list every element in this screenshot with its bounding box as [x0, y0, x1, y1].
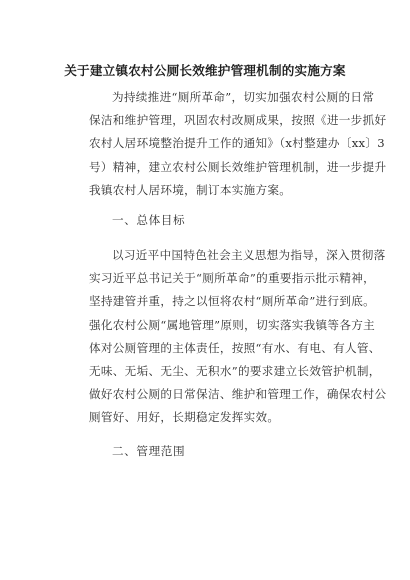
paragraph-line: 无味、无垢、无尘、无积水”的要求建立长效管护机制，: [89, 364, 381, 379]
intro-paragraph: [89, 86, 387, 202]
paragraph-line: 厕管好、用好，长期稳定发挥实效。: [89, 410, 280, 425]
paragraph-line: 农村人居环境整治提升工作的通知》（x村整建办〔xx〕3: [89, 136, 385, 151]
paragraph-line: 强化农村公厕“属地管理”原则，切实落实我镇等各方主: [89, 317, 376, 332]
section-heading-2: 二、管理范围: [112, 444, 186, 458]
section-heading-1: 一、总体目标: [112, 213, 186, 227]
paragraph-line: 以习近平中国特色社会主义思想为指导，深入贯彻落: [112, 248, 386, 262]
document-title: 关于建立镇农村公厕长效维护管理机制的实施方案: [64, 63, 346, 78]
section1-paragraph: [89, 244, 387, 430]
paragraph-line: 坚持建管并重，持之以恒将农村“厕所革命”进行到底。: [89, 294, 376, 309]
paragraph-line: 我镇农村人居环境，制订本实施方案。: [89, 182, 292, 197]
paragraph-line: 做好农村公厕的日常保洁、维护和管理工作，确保农村公: [89, 387, 387, 402]
paragraph-line: 体对公厕管理的主体责任，按照“有水、有电、有人管、: [89, 340, 381, 355]
paragraph-line: 号）精神，建立农村公厕长效维护管理机制，进一步提升: [89, 159, 387, 174]
paragraph-line: 实习近平总书记关于“厕所革命”的重要指示批示精神，: [89, 271, 376, 286]
paragraph-line: 为持续推进“厕所革命”，切实加强农村公厕的日常: [112, 90, 375, 104]
paragraph-line: 保洁和维护管理，巩固农村改厕成果，按照《进一步抓好: [89, 113, 387, 128]
